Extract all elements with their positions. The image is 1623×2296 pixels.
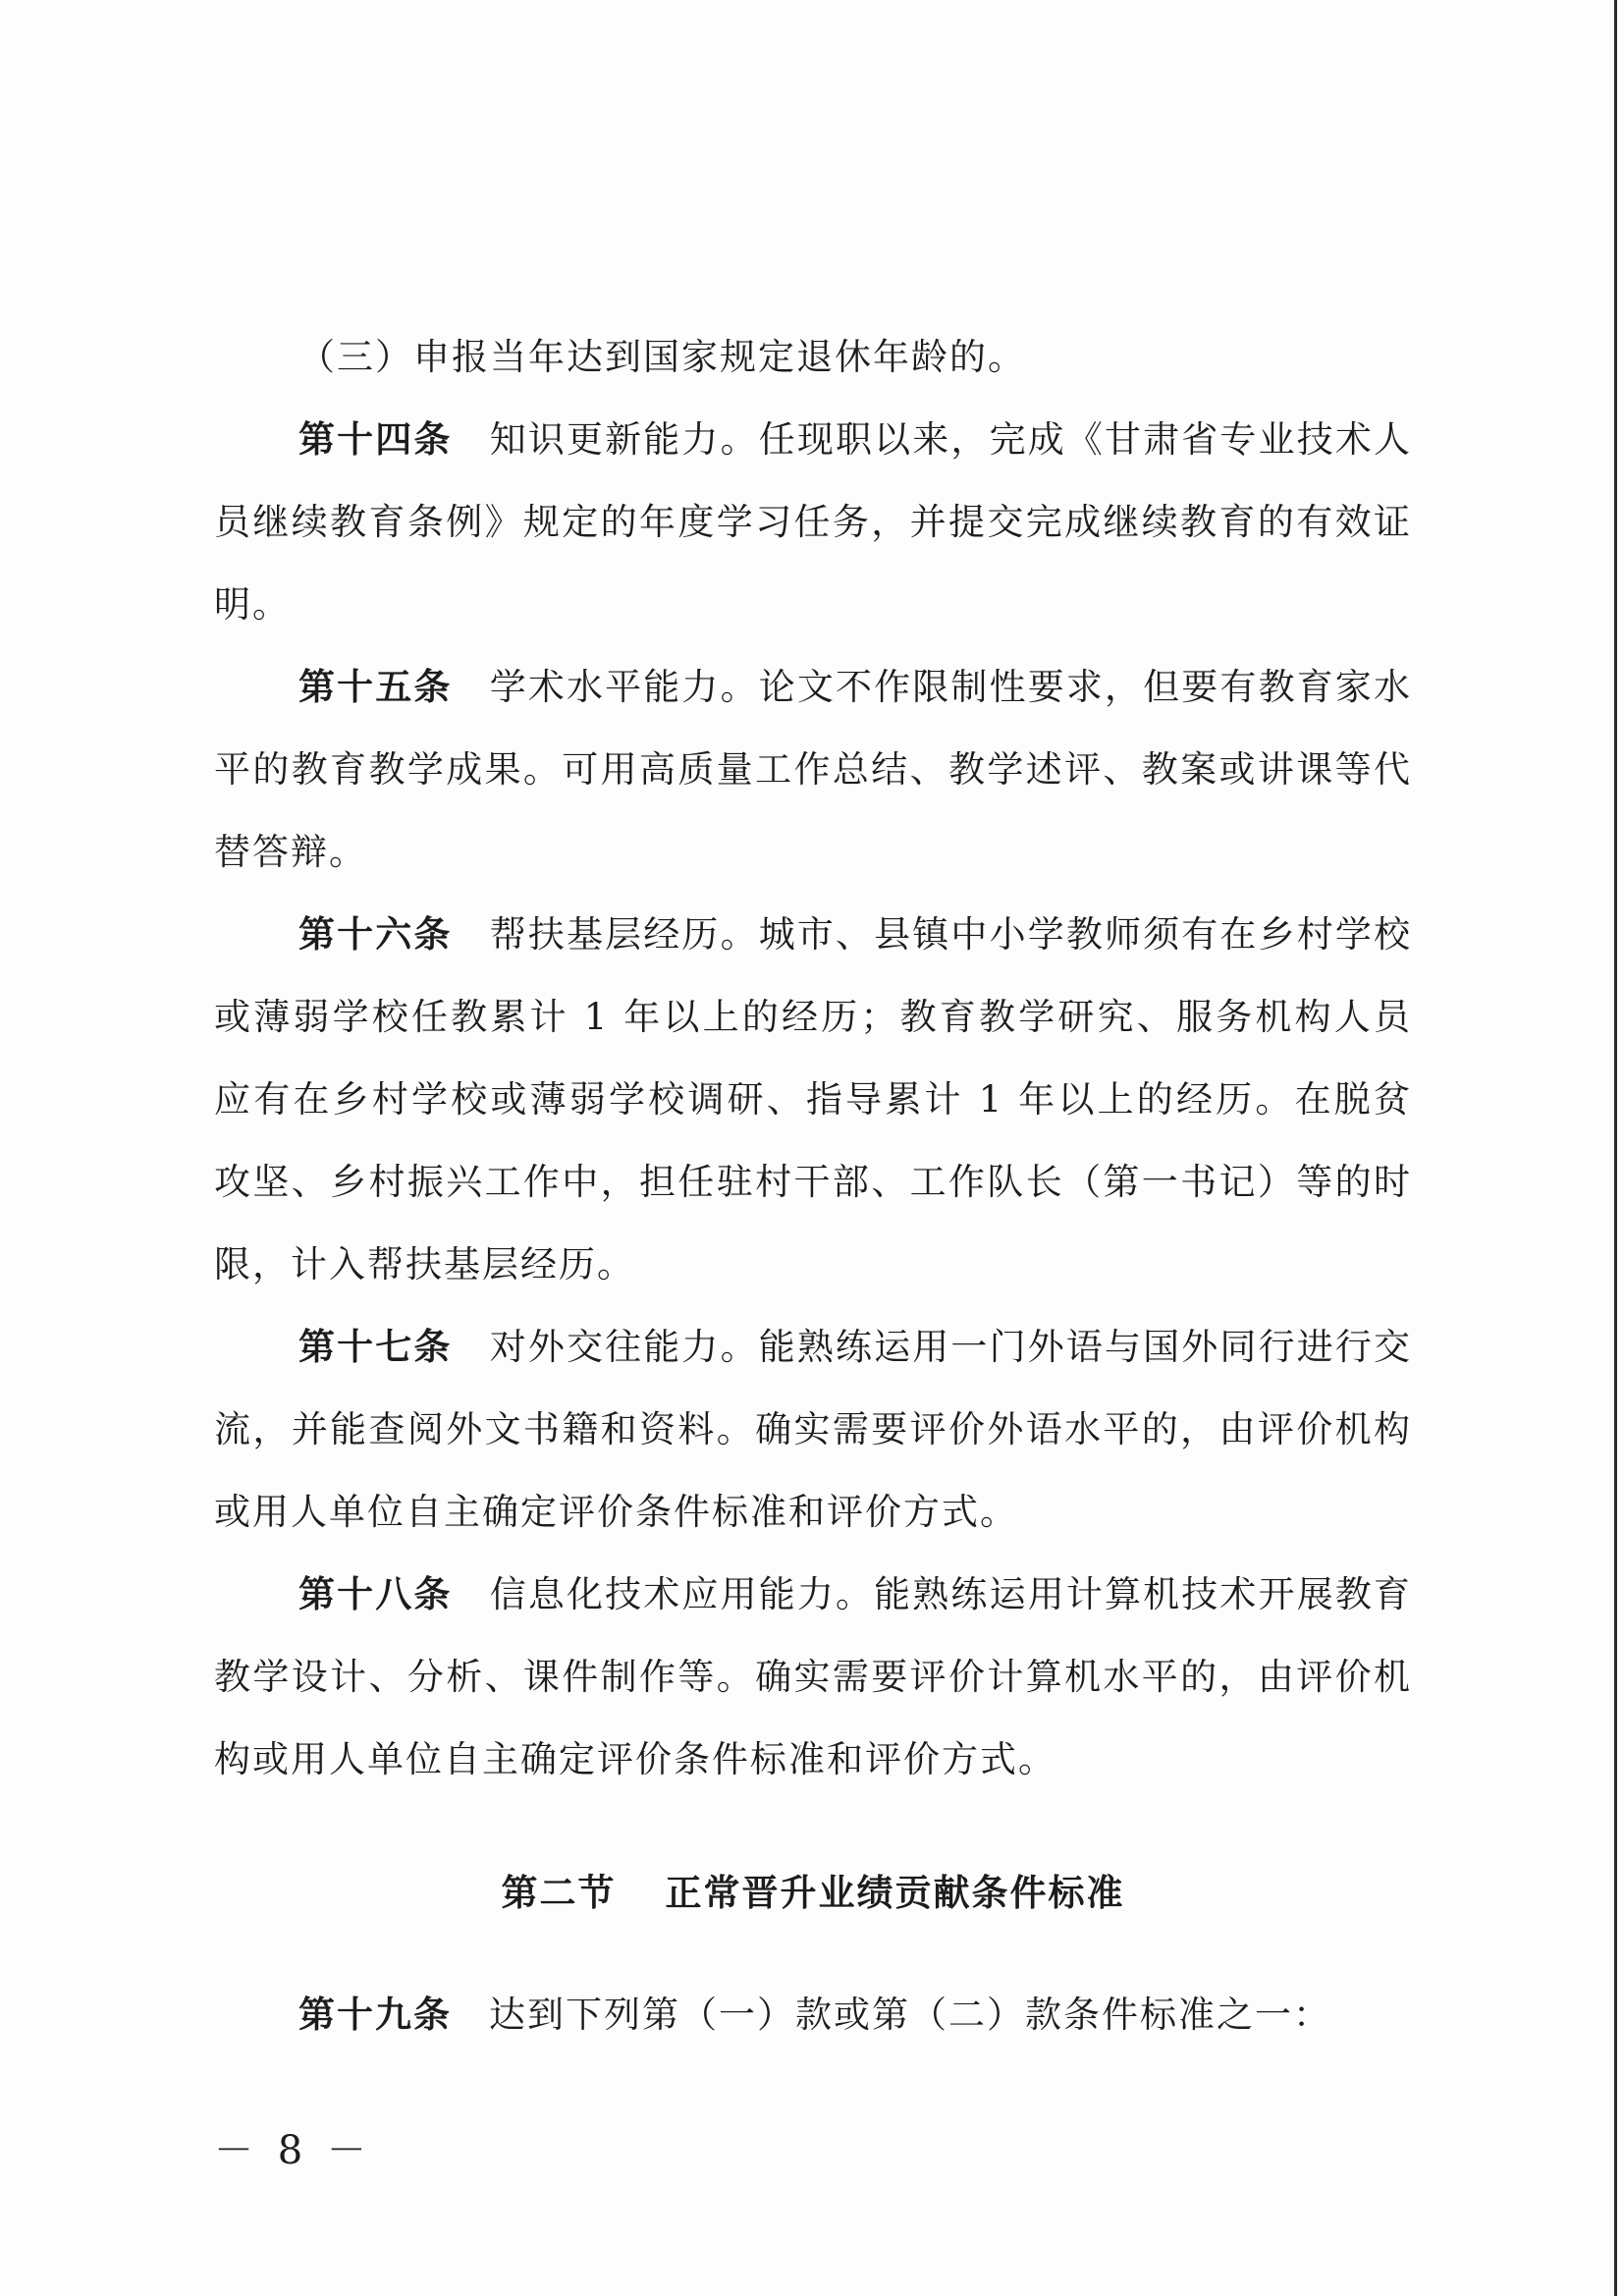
section-heading bbox=[214, 1852, 1412, 1935]
paragraph-text: 信息化技术应用能力。能熟练运用计算机技术开展教育教学设计、分析、课件制作等。确实需要评价计算机水平的，由评价机构或用人单位自主确定评价条件标准和评价方式。 bbox=[214, 1573, 1413, 1780]
article-heading: 第十八条 bbox=[298, 1573, 453, 1615]
paragraph-text: 学术水平能力。论文不作限制性要求，但要有教育家水平的教育教学成果。可用高质量工作总结、教学述评、教案或讲课等代替答辩。 bbox=[214, 666, 1413, 873]
paragraph-article-14 bbox=[214, 399, 1412, 646]
article-heading: 第十九条 bbox=[298, 1994, 452, 2036]
paragraph-article-17 bbox=[214, 1306, 1412, 1554]
paragraph-retirement-age bbox=[214, 316, 1412, 399]
page-number: － 8 － bbox=[214, 2128, 372, 2173]
article-heading: 第十五条 bbox=[298, 666, 453, 708]
document-body bbox=[214, 316, 1412, 2056]
paragraph-text: 达到下列第（一）款或第（二）款条件标准之一： bbox=[489, 1994, 1331, 2036]
paragraph-text: （三）申报当年达到国家规定退休年龄的。 bbox=[298, 336, 1026, 378]
paragraph-article-18 bbox=[214, 1554, 1412, 1801]
section-number: 第二节 bbox=[501, 1872, 617, 1914]
paragraph-article-15 bbox=[214, 646, 1412, 894]
paragraph-text: 知识更新能力。任现职以来，完成《甘肃省专业技术人员继续教育条例》规定的年度学习任务，并提交完成继续教育的有效证明。 bbox=[214, 418, 1413, 626]
article-heading: 第十七条 bbox=[298, 1326, 453, 1368]
paragraph-text: 帮扶基层经历。城市、县镇中小学教师须有在乡村学校或薄弱学校任教累计 1 年以上的经历；教育教学研究、服务机构人员应有在乡村学校或薄弱学校调研、指导累计 1 年以上的经历。在脱贫攻坚、乡村振兴工作中，担任驻村干部、工作队长（第一书记）等的时限，计入帮扶基层经历。 bbox=[214, 913, 1413, 1285]
section-title: 正常晋升业绩贡献条件标准 bbox=[665, 1872, 1125, 1914]
article-heading: 第十四条 bbox=[298, 418, 453, 461]
paragraph-text: 对外交往能力。能熟练运用一门外语与国外同行进行交流，并能查阅外文书籍和资料。确实需要评价外语水平的，由评价机构或用人单位自主确定评价条件标准和评价方式。 bbox=[214, 1326, 1413, 1533]
article-heading: 第十六条 bbox=[298, 913, 453, 956]
paragraph-article-16 bbox=[214, 894, 1412, 1306]
scan-edge-line bbox=[1614, 0, 1617, 2296]
paragraph-article-19 bbox=[214, 1974, 1412, 2056]
